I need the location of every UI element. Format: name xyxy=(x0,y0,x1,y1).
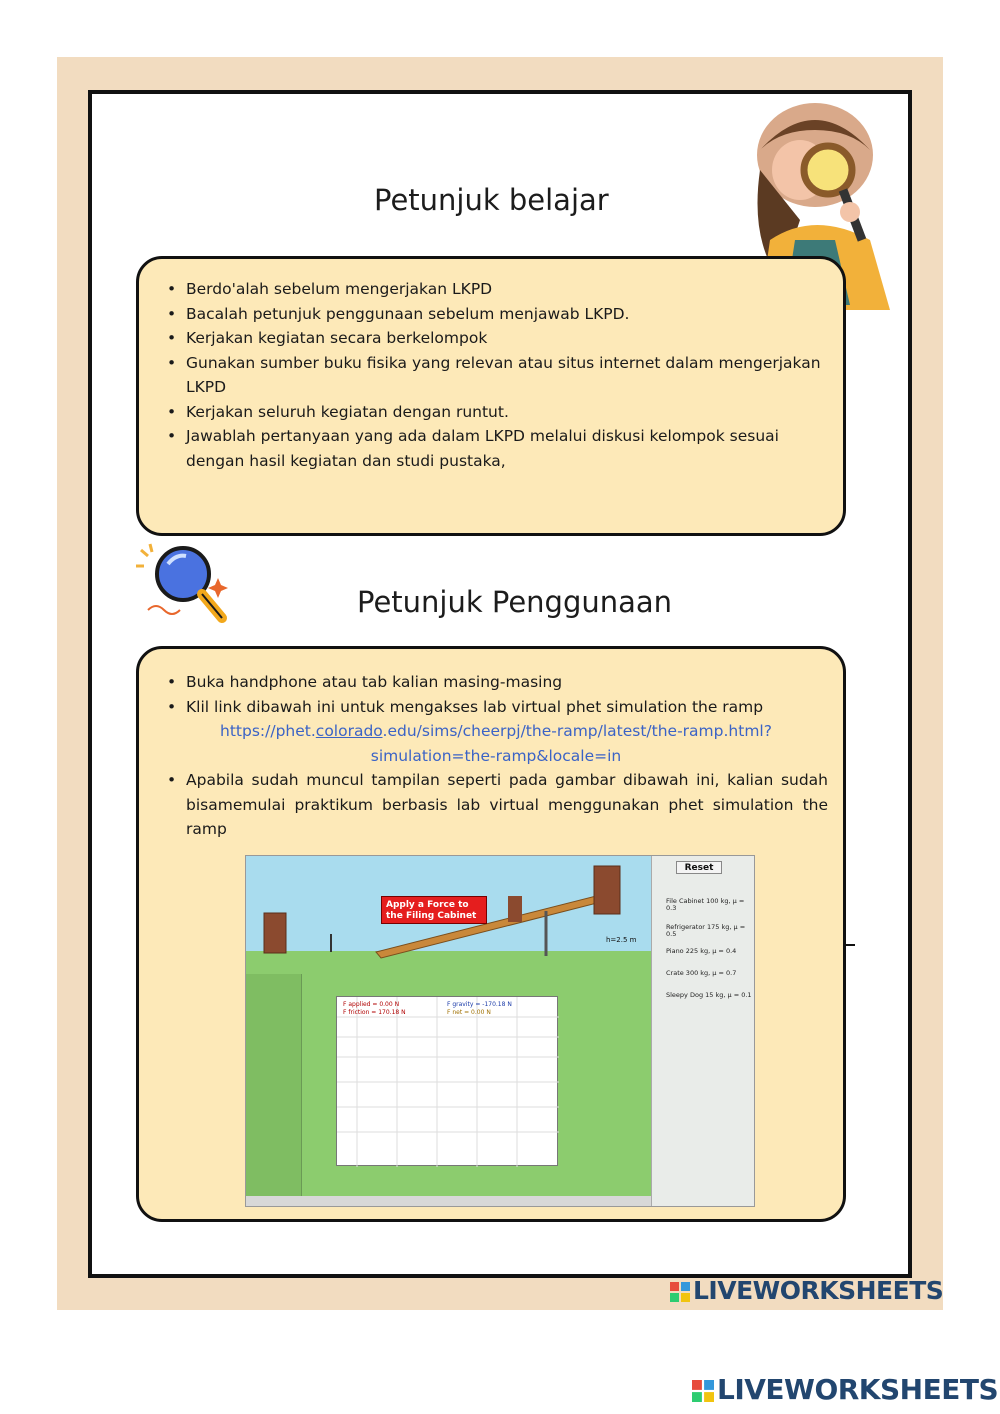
liveworksheets-logo xyxy=(670,1276,943,1305)
list-item: • Jawablah pertanyaan yang ada dalam LKPD melalui diskusi kelompok sesuai dengan hasil kegiatan dan studi pustaka, xyxy=(164,424,824,473)
stray-dash xyxy=(845,944,855,946)
phet-simulation-screenshot xyxy=(245,855,755,1207)
link-underlined[interactable]: colorado xyxy=(315,722,383,740)
list-item: • Klil link dibawah ini untuk mengakses lab virtual phet simulation the ramp xyxy=(164,695,828,720)
sim-net: F net = 0.00 N xyxy=(447,1009,491,1016)
section-title-learning: Petunjuk belajar xyxy=(374,183,609,217)
sim-callout: Apply a Force to the Filing Cabinet xyxy=(381,896,487,924)
list-item: • Bacalah petunjuk penggunaan sebelum menjawab LKPD. xyxy=(164,302,824,327)
link-prefix[interactable]: https://phet. xyxy=(220,722,316,740)
sim-object[interactable]: Piano 225 kg, μ = 0.4 xyxy=(666,947,737,955)
sim-applied: F applied = 0.00 N xyxy=(343,1001,400,1008)
link-line2[interactable]: simulation=the-ramp&locale=in xyxy=(370,746,622,765)
logo-text: LIVEWORKSHEETS xyxy=(717,1373,999,1406)
sim-object[interactable]: Crate 300 kg, μ = 0.7 xyxy=(666,969,737,977)
logo-text: LIVEWORKSHEETS xyxy=(693,1276,944,1305)
list-item: • Kerjakan seluruh kegiatan dengan runtut. xyxy=(164,400,824,425)
magnifier-icon xyxy=(128,540,238,630)
sim-object[interactable]: Sleepy Dog 15 kg, μ = 0.1 xyxy=(666,991,752,999)
section-title-usage: Petunjuk Penggunaan xyxy=(357,585,673,619)
sim-bottom-bar xyxy=(246,1196,651,1207)
phet-simulation-link[interactable] xyxy=(164,719,828,768)
logo-mark-icon xyxy=(692,1380,714,1402)
sim-friction: F friction = 170.18 N xyxy=(343,1009,406,1016)
sim-object[interactable]: File Cabinet 100 kg, μ = 0.3 xyxy=(666,897,745,912)
list-item: • Gunakan sumber buku fisika yang relevan atau situs internet dalam mengerjakan LKPD xyxy=(164,351,824,400)
sim-gravity: F gravity = -170.18 N xyxy=(447,1001,512,1008)
sim-left-panel xyxy=(246,974,302,1196)
sim-reset-button[interactable]: Reset xyxy=(676,861,722,874)
list-item: • Apabila sudah muncul tampilan seperti pada gambar dibawah ini, kalian sudah bisamemulai praktikum berbasis lab virtual menggunakan phet simulation the ramp xyxy=(164,768,828,842)
sim-height-label: h=2.5 m xyxy=(606,936,637,944)
liveworksheets-logo-footer xyxy=(692,1373,998,1406)
list-item: • Kerjakan kegiatan secara berkelompok xyxy=(164,326,824,351)
learning-instructions-list xyxy=(164,277,824,473)
sim-force-graph xyxy=(336,996,558,1166)
list-item: • Berdo'alah sebelum mengerjakan LKPD xyxy=(164,277,824,302)
sim-object[interactable]: Refrigerator 175 kg, μ = 0.5 xyxy=(666,923,746,938)
link-suffix[interactable]: .edu/sims/cheerpj/the-ramp/latest/the-ramp.html? xyxy=(382,722,772,740)
logo-mark-icon xyxy=(670,1282,690,1302)
list-item: • Buka handphone atau tab kalian masing-masing xyxy=(164,670,828,695)
sim-graph-grid xyxy=(337,997,559,1167)
